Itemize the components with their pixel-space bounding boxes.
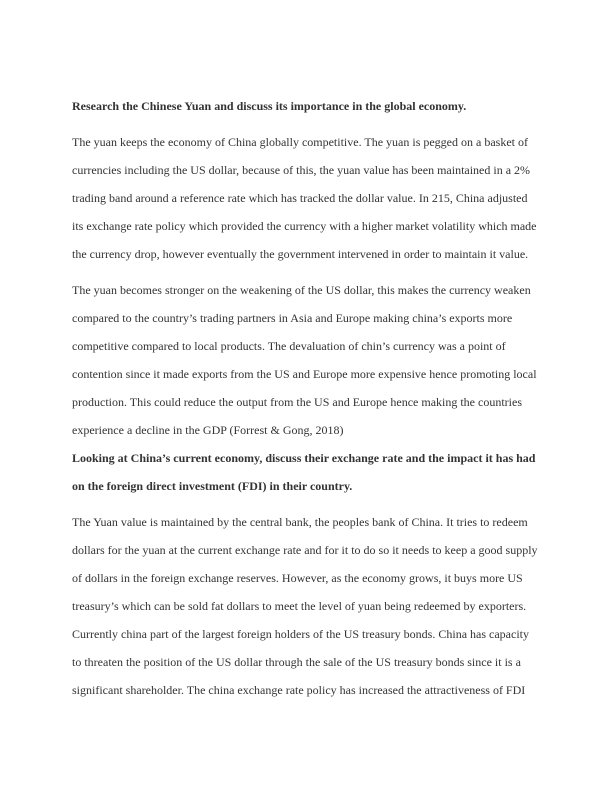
question-heading-exchange-rate-fdi: Looking at China’s current economy, discuss their exchange rate and the impact it has had on the foreign direct investment (FDI) in their country. bbox=[72, 451, 536, 493]
question-heading-global-economy: Research the Chinese Yuan and discuss its importance in the global economy. bbox=[72, 99, 467, 113]
essay-paragraph-yuan-strength: The yuan becomes stronger on the weakening of the US dollar, this makes the currency weaken compared to the country’s trading partners in Asia and Europe making china’s exports more competitive compared to local products. The devaluation of chin’s currency was a point of contention since it made exports from the US and Europe more expensive hence promoting local production. This could reduce the output from the US and Europe hence making the countries experience a decline in the GDP (Forrest & Gong, 2018) bbox=[72, 283, 537, 437]
essay-paragraph-yuan-peg: The yuan keeps the economy of China globally competitive. The yuan is pegged on a basket of currencies including the US dollar, because of this, the yuan value has been maintained in a 2% trading band around a reference rate which has tracked the dollar value. In 215, China adjusted its exchange rate policy which provided the currency with a higher market volatility which made the currency drop, however eventually the government intervened in order to maintain it value. bbox=[72, 135, 537, 261]
essay-paragraph-central-bank: The Yuan value is maintained by the central bank, the peoples bank of China. It tries to redeem dollars for the yuan at the current exchange rate and for it to do so it needs to keep a good supply of dollars in the foreign exchange reserves. However, as the economy grows, it buys more US treasury’s which can be sold fat dollars to meet the level of yuan being redeemed by exporters. Currently china part of the largest foreign holders of the US treasury bonds. China has capacity to threaten the position of the US dollar through the sale of the US treasury bonds since it is a significant shareholder. The china exchange rate policy has increased the attractiveness of FDI bbox=[72, 515, 538, 697]
